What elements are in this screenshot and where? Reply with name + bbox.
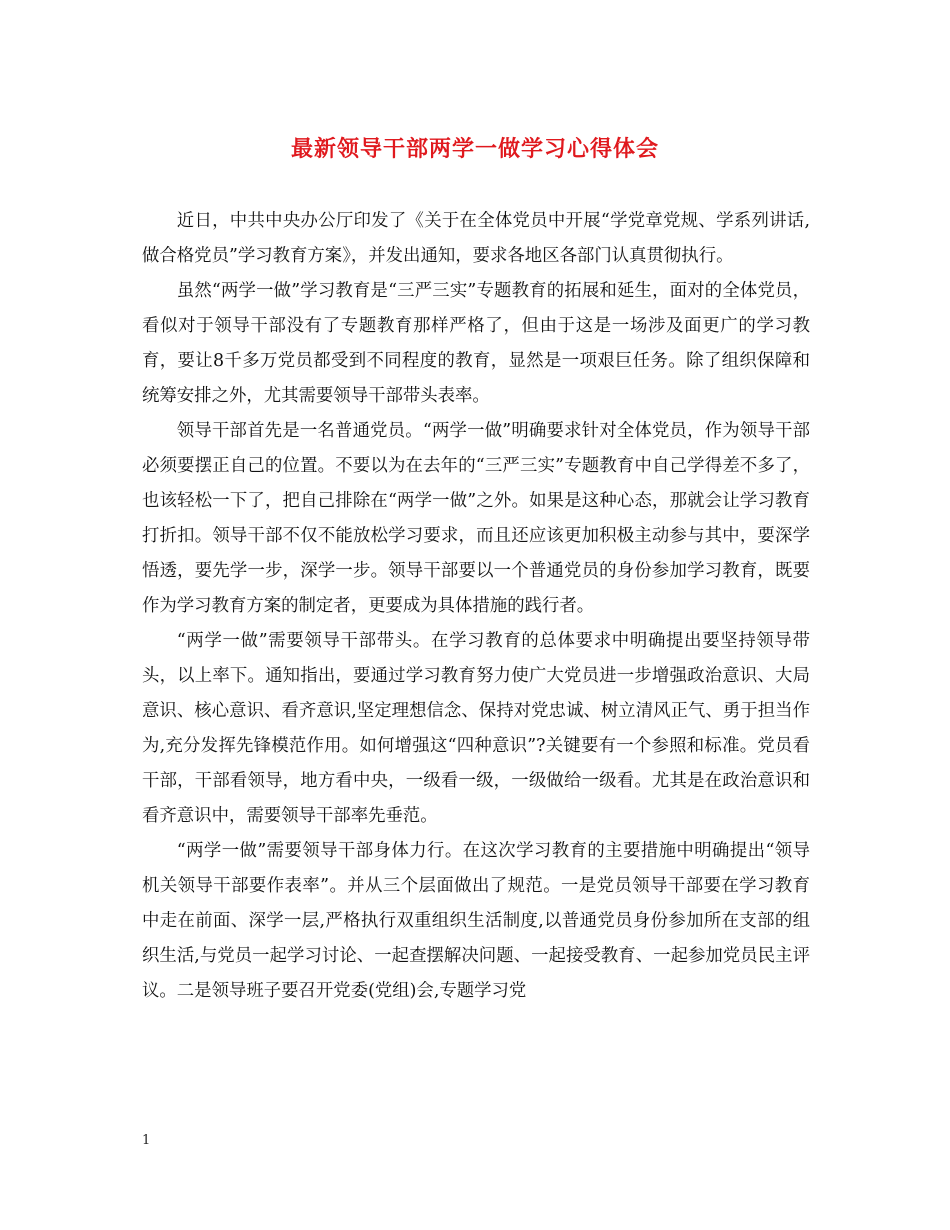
- document-body: [142, 204, 810, 1009]
- paragraph-1: 近日，中共中央办公厅印发了《关于在全体党员中开展“学党章党规、学系列讲话,做合格党员”学习教育方案》，并发出通知，要求各地区各部门认真贯彻执行。: [142, 211, 810, 266]
- paragraph-3: 领导干部首先是一名普通党员。“两学一做”明确要求针对全体党员，作为领导干部必须要摆正自己的位置。不要以为在去年的“三严三实”专题教育中自己学得差不多了，也该轻松一下了，把自己排除在“两学一做”之外。如果是这种心态，那就会让学习教育打折扣。领导干部不仅不能放松学习要求，而且还应该更加积极主动参与其中，要深学悟透，要先学一步，深学一步。领导干部要以一个普通党员的身份参加学习教育，既要作为学习教育方案的制定者，更要成为具体措施的践行者。: [142, 421, 810, 616]
- page-number: 1: [142, 1133, 151, 1148]
- paragraph-2: 虽然“两学一做”学习教育是“三严三实”专题教育的拓展和延生，面对的全体党员，看似对于领导干部没有了专题教育那样严格了，但由于这是一场涉及面更广的学习教育，要让8千多万党员都受到不同程度的教育，显然是一项艰巨任务。除了组织保障和统筹安排之外，尤其需要领导干部带头表率。: [142, 281, 810, 406]
- paragraph-5: “两学一做”需要领导干部身体力行。在这次学习教育的主要措施中明确提出“领导机关领导干部要作表率”。并从三个层面做出了规范。一是党员领导干部要在学习教育中走在前面、深学一层,严格执行双重组织生活制度,以普通党员身份参加所在支部的组织生活,与党员一起学习讨论、一起查摆解决问题、一起接受教育、一起参加党员民主评议。二是领导班子要召开党委(党组)会,专题学习党: [142, 841, 810, 1001]
- paragraph-4: “两学一做”需要领导干部带头。在学习教育的总体要求中明确提出要坚持领导带头，以上率下。通知指出，要通过学习教育努力使广大党员进一步增强政治意识、大局意识、核心意识、看齐意识,坚定理想信念、保持对党忠诚、树立清风正气、勇于担当作为,充分发挥先锋模范作用。如何增强这“四种意识”?关键要有一个参照和标准。党员看干部，干部看领导，地方看中央，一级看一级，一级做给一级看。尤其是在政治意识和看齐意识中，需要领导干部率先垂范。: [142, 631, 810, 826]
- page-title: 最新领导干部两学一做学习心得体会: [290, 136, 659, 162]
